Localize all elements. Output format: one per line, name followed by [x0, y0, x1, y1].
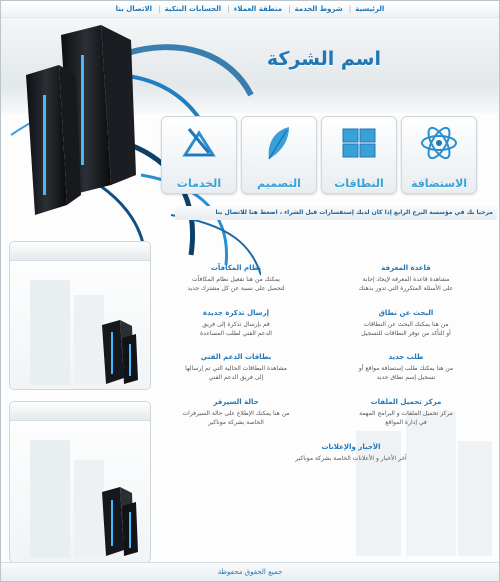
- service-title: طلب جديد: [388, 353, 424, 361]
- service-desc-line: من هنا يمكنك البحث عن النطاقات: [363, 321, 449, 328]
- service-desc-line: مشاهدة قاعدة المعرفة لإيجاد إجابة: [362, 276, 450, 283]
- service-title: بطاقات الدعم الفني: [200, 353, 272, 361]
- tile-design-label: التصميم: [257, 177, 301, 190]
- nav-client-area[interactable]: منطقة العملاء: [233, 5, 283, 13]
- tile-services[interactable]: [161, 116, 237, 194]
- feather-icon: [259, 123, 299, 163]
- service-desc-line: من هنا يمكنك الإطلاع على حالة السيرفرات: [182, 410, 290, 417]
- server-rack-image: [10, 420, 150, 562]
- service-title: قاعدة المعرفة: [381, 264, 431, 272]
- service-desc-line: إلى فريق الدعم الفني: [208, 374, 264, 381]
- tile-hosting-label: الاستضافة: [410, 177, 468, 190]
- service-desc-line: آخر الأخبار و الأعلانات الخاصة بشركة موناكير: [295, 455, 407, 462]
- atom-icon: [419, 123, 459, 163]
- service-desc-line: الخاصة بشركة موناكير: [208, 419, 264, 426]
- side-panel-top-header: [10, 242, 150, 261]
- nav-home[interactable]: الرئيسية: [355, 5, 385, 13]
- service-server-status[interactable]: [161, 398, 311, 427]
- side-panel-top: [9, 241, 151, 390]
- service-title: إرسال تذكرة جديدة: [202, 309, 269, 317]
- service-new-order[interactable]: [331, 353, 481, 382]
- nav-contact[interactable]: الاتصال بنا: [115, 5, 153, 13]
- service-title: البحث عن نطاق: [378, 309, 434, 317]
- service-news[interactable]: [261, 443, 441, 463]
- tile-design[interactable]: [241, 116, 317, 194]
- service-desc-line: قم بإرسال تذكرة إلى فريق: [202, 321, 270, 328]
- service-title: نظام المكافآت: [210, 264, 262, 272]
- company-name: اسم الشركة: [266, 48, 381, 70]
- service-domain-search[interactable]: [331, 309, 481, 338]
- service-new-ticket[interactable]: [161, 309, 311, 338]
- service-desc-line: تسجيل إسم نطاق جديد: [376, 374, 436, 381]
- service-desc-line: مركز تحميل الملفات و البرامج المهمة: [359, 410, 453, 417]
- top-nav: الرئيسية| شروط الخدمة| منطقة العملاء| الحسابات البنكية| الاتصال بنا: [1, 1, 499, 18]
- service-support-tickets[interactable]: [161, 353, 311, 382]
- service-rewards[interactable]: [161, 264, 311, 293]
- side-panel-bottom: [9, 401, 151, 563]
- service-title: الأخبار والإعلانات: [321, 443, 381, 451]
- service-desc-line: في إدارة المواقع: [385, 419, 427, 426]
- grid-icon: [339, 123, 379, 163]
- tile-domains-label: النطاقات: [334, 177, 384, 190]
- service-title: مركز تحميل الملفات: [370, 398, 442, 406]
- side-panel-bottom-header: [10, 402, 150, 421]
- service-desc-line: مشاهدة البطاقات الحالية التي تم إرسالها: [185, 365, 287, 372]
- service-downloads[interactable]: [331, 398, 481, 427]
- footer-copyright: جميع الحقوق محفوظة: [1, 562, 499, 581]
- tile-domains[interactable]: [321, 116, 397, 194]
- tile-hosting[interactable]: [401, 116, 477, 194]
- service-desc-line: يمكنك من هنا تفعيل نظام المكافآت: [192, 276, 280, 283]
- server-rack-image: [10, 260, 150, 390]
- service-desc-line: أو التأكد من توفر النطاقات للتسجيل: [361, 330, 451, 337]
- service-desc-line: لتحصل على نسبة عن كل مشترك جديد: [187, 285, 285, 292]
- service-title: حالة السيرفر: [213, 398, 259, 406]
- service-desc-line: من هنا يمكنك طلب إستضافة مواقع أو: [358, 365, 454, 372]
- nav-terms[interactable]: شروط الخدمة: [294, 5, 343, 13]
- service-desc-line: على الأسئلة المتكررة التي تدور بذهنك: [358, 285, 454, 292]
- welcome-message[interactable]: مرحبا بك في مؤسسة البرج الرابع إذا كان لديك إستفسارات قبل الشراء ، اضغط هنا للاتصال بنا: [175, 206, 497, 220]
- nav-bank-accounts[interactable]: الحسابات البنكية: [164, 5, 222, 13]
- tools-icon: [179, 123, 219, 163]
- tile-services-label: الخدمات: [176, 177, 222, 190]
- service-desc-line: الدعم الفني لطلب المساعدة: [200, 330, 272, 337]
- service-knowledge-base[interactable]: [331, 264, 481, 293]
